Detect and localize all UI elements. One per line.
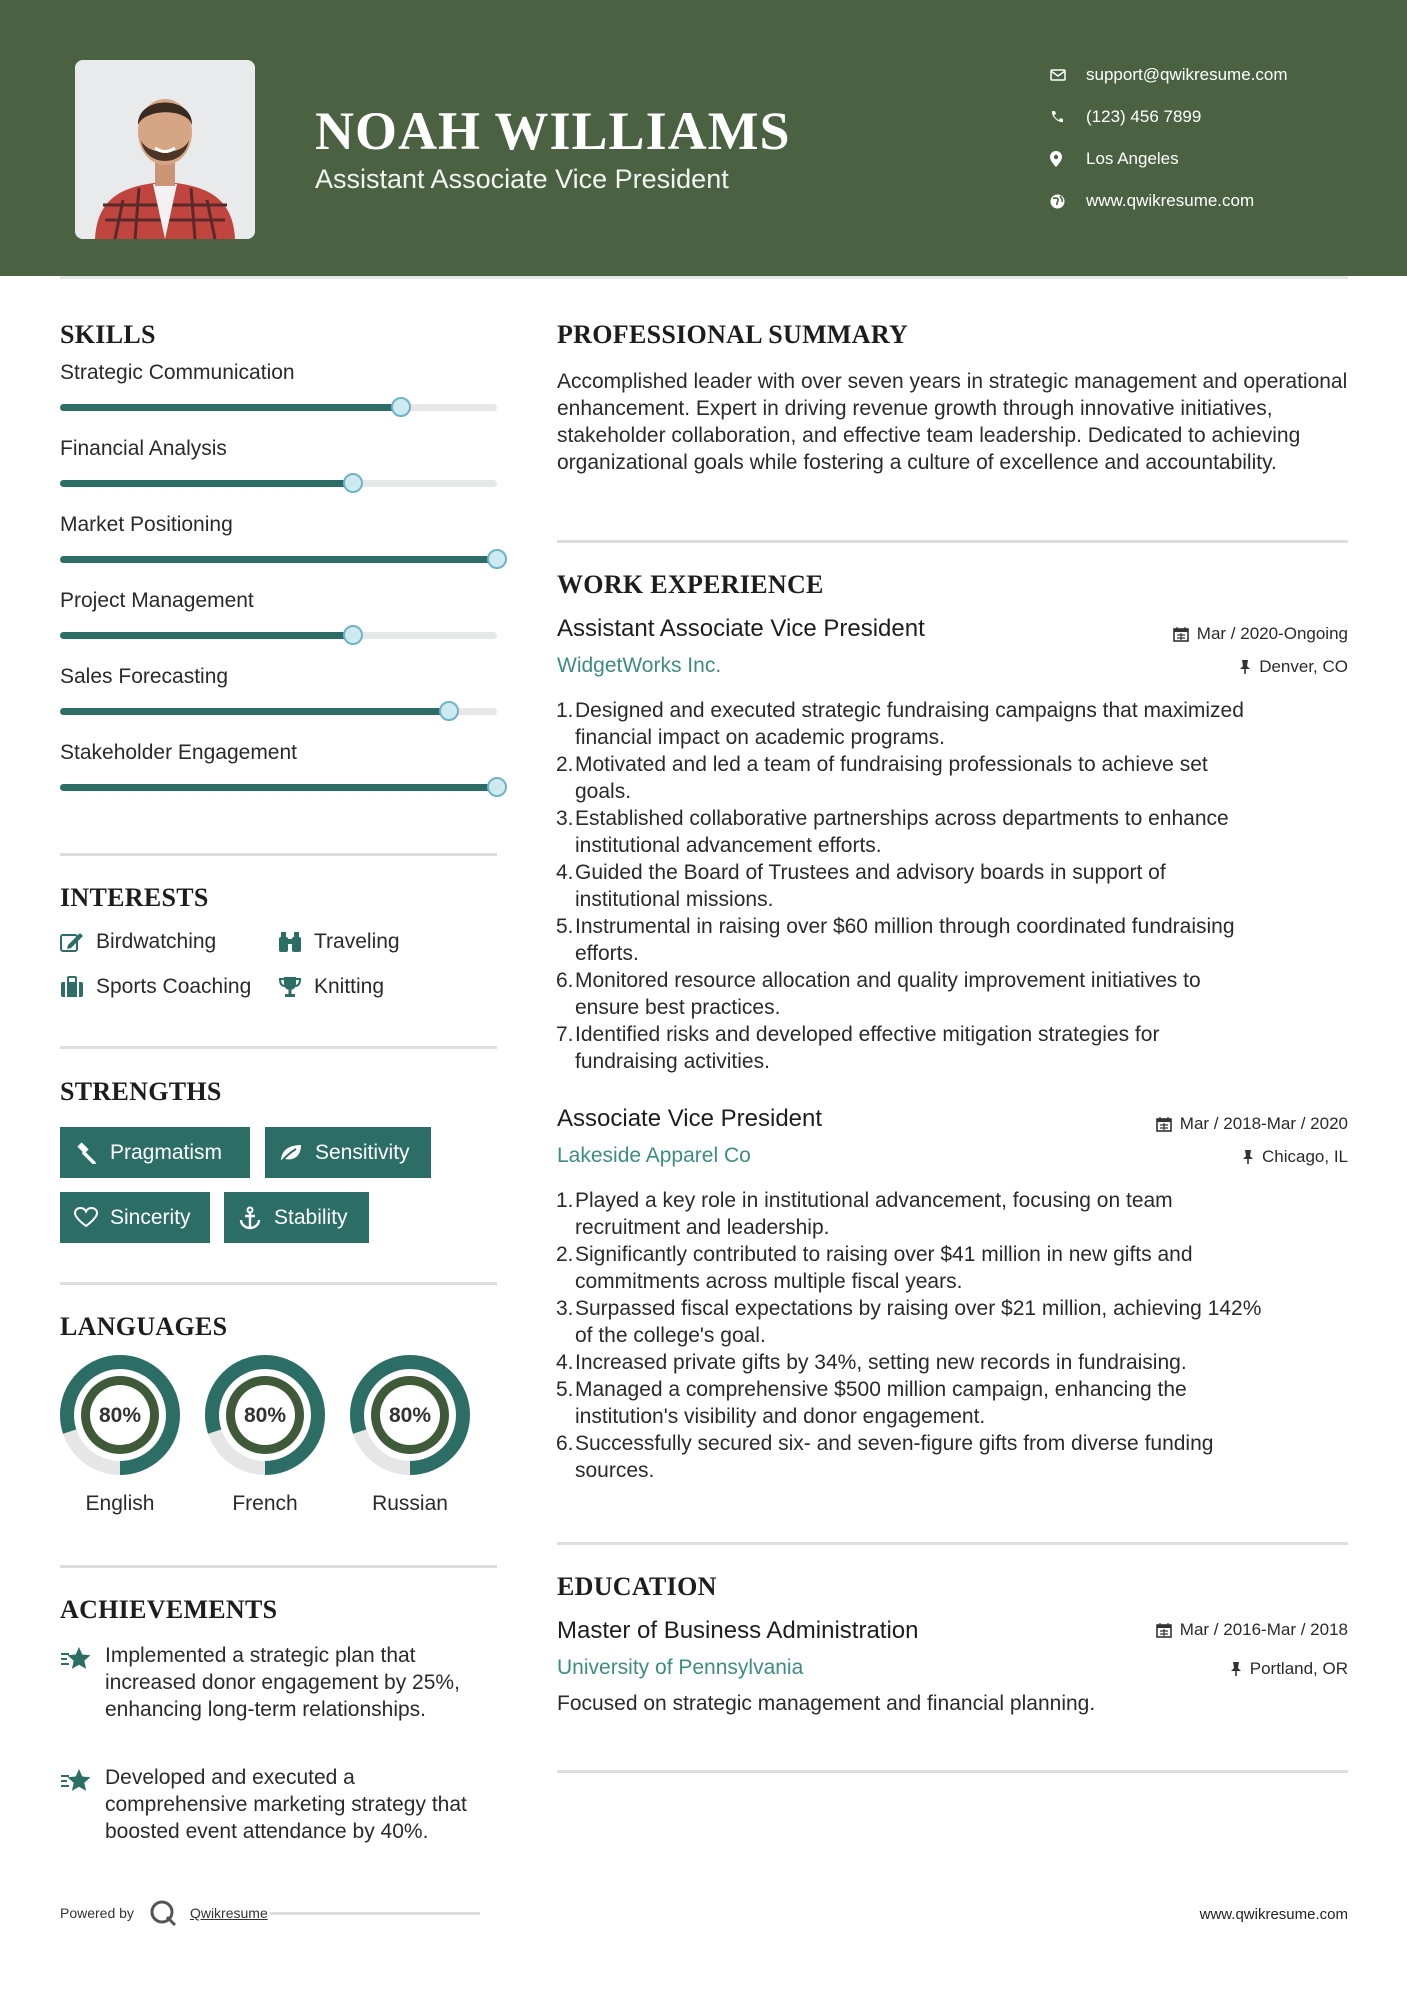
interest-item [60, 975, 251, 999]
job-location-text: Chicago, IL [1262, 1147, 1348, 1166]
job-bullet [557, 913, 1348, 967]
contact-phone-text: (123) 456 7899 [1086, 107, 1202, 126]
footer-line [270, 1912, 480, 1915]
powered-by-text: Powered by [60, 1905, 134, 1921]
contact-website-text: www.qwikresume.com [1086, 191, 1255, 210]
language-percent: 80% [98, 1404, 142, 1427]
job-bullet [557, 1430, 1348, 1484]
contact-email[interactable] [1050, 54, 1288, 96]
achievement-text: Developed and executed a comprehensive marketing strategy that boosted event attendance by 40%. [105, 1766, 467, 1843]
language-donut [60, 1355, 180, 1475]
job-bullets [557, 1187, 1348, 1484]
strength-label: Pragmatism [110, 1140, 223, 1164]
job-bullet [557, 1376, 1348, 1430]
bullet-line: Surpassed fiscal expectations by raising over $21 million, achieving 142% [575, 1297, 1262, 1320]
interest-label: Traveling [314, 930, 400, 953]
job-title: Assistant Associate Vice President [557, 615, 925, 642]
bullet-number: 7. [556, 1023, 574, 1046]
section-divider [557, 540, 1348, 543]
bullet-line: Established collaborative partnerships across departments to enhance [575, 807, 1229, 830]
job-bullet [557, 1021, 1348, 1075]
interest-label: Knitting [314, 975, 385, 998]
job-bullet [557, 1187, 1348, 1241]
education-description: Focused on strategic management and financial planning. [557, 1692, 1096, 1715]
interest-label: Birdwatching [96, 930, 217, 953]
education-location-text: Portland, OR [1249, 1659, 1348, 1678]
job-bullet [557, 697, 1348, 751]
bullet-number: 3. [556, 1297, 574, 1320]
achievement-item [60, 1764, 497, 1845]
interest-item [278, 930, 400, 954]
header-divider [60, 276, 1348, 279]
skill-item [60, 691, 497, 767]
bullet-number: 1. [556, 699, 574, 722]
briefcase-icon [60, 976, 96, 998]
strength-label: Stability [274, 1205, 348, 1229]
job-bullet [557, 967, 1348, 1021]
strength-label: Sincerity [110, 1205, 191, 1229]
bullet-line: Instrumental in raising over $60 million through coordinated fundraising [575, 915, 1235, 938]
language-donut [350, 1355, 470, 1475]
section-divider [557, 1770, 1348, 1773]
bullet-number: 1. [556, 1189, 574, 1212]
job-bullet [557, 805, 1348, 859]
envelope-icon [1050, 69, 1086, 81]
experience-title: WORK EXPERIENCE [557, 570, 824, 599]
bullet-line: Motivated and led a team of fundraising professionals to achieve set [575, 753, 1208, 776]
section-divider [557, 1542, 1348, 1545]
trophy-icon [278, 976, 314, 998]
skill-item [60, 615, 497, 691]
bullet-line: Increased private gifts by 34%, setting new records in fundraising. [575, 1351, 1187, 1374]
star-badge-icon [60, 1764, 105, 1845]
heart-icon [74, 1207, 98, 1228]
achievement-text: Implemented a strategic plan that increased donor engagement by 25%, enhancing long-term relationships. [105, 1644, 460, 1721]
bullet-line: Successfully secured six- and seven-figure gifts from diverse funding [575, 1432, 1214, 1455]
bullet-line: Designed and executed strategic fundraising campaigns that maximized [575, 699, 1244, 722]
calendar-icon [1156, 1116, 1172, 1132]
edit-icon [60, 931, 96, 953]
job-bullet [557, 751, 1348, 805]
bullet-line: Played a key role in institutional advancement, focusing on team [575, 1189, 1173, 1212]
bullet-number: 2. [556, 1243, 574, 1266]
bullet-number: 6. [556, 1432, 574, 1455]
leaf-icon [279, 1143, 303, 1163]
school-name: University of Pennsylvania [557, 1656, 804, 1679]
contact-email-text: support@qwikresume.com [1086, 65, 1288, 84]
qwikresume-logo-icon [148, 1898, 178, 1928]
bullet-line: institution's visibility and donor engagement. [575, 1405, 986, 1428]
skill-label: Strategic Communication [60, 361, 295, 384]
bullet-number: 4. [556, 861, 574, 884]
globe-icon [1050, 194, 1086, 209]
job-bullet [557, 1241, 1348, 1295]
language-item [60, 1355, 180, 1516]
job-location [1239, 657, 1348, 677]
strength-label: Sensitivity [315, 1140, 410, 1164]
language-item [205, 1355, 325, 1516]
summary-title: PROFESSIONAL SUMMARY [557, 320, 909, 349]
skill-label: Sales Forecasting [60, 665, 229, 688]
binoculars-icon [278, 931, 314, 953]
section-divider [60, 1565, 497, 1568]
strength-badge [60, 1127, 250, 1178]
education-dates [1156, 1620, 1348, 1640]
language-item [350, 1355, 470, 1516]
language-label: Russian [372, 1492, 448, 1515]
bullet-line: of the college's goal. [575, 1324, 766, 1347]
summary-text: Accomplished leader with over seven years in strategic management and operational enhancement. Expert in driving revenue growth through innovative initiatives, stakeholder collaboration, and effective team leadership. Dedicated to achieving organizational goals while fostering a culture of excellence and accountability. [557, 370, 1348, 474]
job-dates-text: Mar / 2020-Ongoing [1196, 624, 1348, 643]
resume-header [0, 0, 1407, 276]
profile-photo [75, 60, 255, 239]
company-name: Lakeside Apparel Co [557, 1144, 751, 1167]
pushpin-icon [1239, 659, 1251, 675]
bullet-line: Significantly contributed to raising over $41 million in new gifts and [575, 1243, 1193, 1266]
bullet-line: Guided the Board of Trustees and advisory boards in support of [575, 861, 1166, 884]
bullet-line: Managed a comprehensive $500 million campaign, enhancing the [575, 1378, 1187, 1401]
strength-badge [265, 1127, 431, 1178]
bullet-line: fundraising activities. [575, 1050, 770, 1073]
language-donut [205, 1355, 325, 1475]
strength-badge [60, 1192, 210, 1243]
skill-bar-knob [487, 777, 507, 797]
calendar-icon [1173, 626, 1189, 642]
contact-location-text: Los Angeles [1086, 149, 1179, 168]
phone-icon [1050, 110, 1086, 124]
job-dates [1173, 624, 1348, 644]
section-divider [60, 1282, 497, 1285]
bullet-line: sources. [575, 1459, 655, 1482]
footer-powered-by [60, 1898, 480, 1928]
bullet-line: commitments across multiple fiscal years. [575, 1270, 963, 1293]
bullet-line: institutional missions. [575, 888, 774, 911]
skill-label: Project Management [60, 589, 254, 612]
bullet-line: goals. [575, 780, 632, 803]
skill-bar-fill [60, 784, 497, 791]
bullet-line: financial impact on academic programs. [575, 726, 946, 749]
job-bullets [557, 697, 1348, 1075]
job-title: Associate Vice President [557, 1105, 823, 1132]
interest-item [60, 930, 216, 954]
footer-website[interactable]: www.qwikresume.com [1199, 1906, 1348, 1923]
qwikresume-link[interactable]: Qwikresume [189, 1905, 268, 1921]
map-marker-icon [1050, 151, 1086, 167]
bullet-number: 4. [556, 1351, 574, 1374]
bullet-line: institutional advancement efforts. [575, 834, 882, 857]
degree-title: Master of Business Administration [557, 1617, 919, 1644]
bullet-line: Identified risks and developed effective mitigation strategies for [575, 1023, 1160, 1046]
bullet-line: efforts. [575, 942, 639, 965]
skills-title: SKILLS [60, 320, 156, 349]
education-location [1230, 1659, 1348, 1679]
skill-item [60, 387, 497, 463]
language-label: French [232, 1492, 298, 1515]
job-bullet [557, 1349, 1348, 1376]
star-badge-icon [60, 1642, 105, 1723]
language-label: English [85, 1492, 155, 1515]
company-name: WidgetWorks Inc. [557, 654, 722, 677]
language-percent: 80% [388, 1404, 432, 1427]
job-location-text: Denver, CO [1259, 657, 1348, 676]
achievements-title: ACHIEVEMENTS [60, 1595, 278, 1624]
skill-label: Market Positioning [60, 513, 233, 536]
strength-badge [224, 1192, 369, 1243]
skill-label: Financial Analysis [60, 437, 227, 460]
bullet-number: 5. [556, 915, 574, 938]
achievement-item [60, 1642, 497, 1723]
education-dates-text: Mar / 2016-Mar / 2018 [1179, 1620, 1348, 1639]
skill-item [60, 463, 497, 539]
interests-title: INTERESTS [60, 883, 209, 912]
bullet-number: 2. [556, 753, 574, 776]
job-bullet [557, 1295, 1348, 1349]
bullet-number: 5. [556, 1378, 574, 1401]
skill-item [60, 311, 497, 387]
contact-list [1050, 54, 1288, 222]
job-dates [1156, 1114, 1348, 1134]
gavel-icon [74, 1142, 98, 1164]
skill-item [60, 539, 497, 615]
candidate-role: Assistant Associate Vice President [315, 164, 729, 194]
bullet-line: Monitored resource allocation and quality improvement initiatives to [575, 969, 1201, 992]
skill-bar [60, 784, 497, 791]
interest-item [278, 975, 384, 999]
bullet-number: 3. [556, 807, 574, 830]
contact-location [1050, 138, 1288, 180]
interest-label: Sports Coaching [96, 975, 252, 998]
bullet-number: 6. [556, 969, 574, 992]
calendar-icon [1156, 1622, 1172, 1638]
bullet-line: ensure best practices. [575, 996, 781, 1019]
candidate-name: NOAH WILLIAMS [315, 101, 791, 161]
skill-label: Stakeholder Engagement [60, 741, 297, 764]
language-percent: 80% [243, 1404, 287, 1427]
languages-title: LANGUAGES [60, 1312, 228, 1341]
strengths-title: STRENGTHS [60, 1077, 222, 1106]
job-location [1242, 1147, 1348, 1167]
section-divider [60, 853, 497, 856]
education-title: EDUCATION [557, 1572, 717, 1601]
contact-website[interactable] [1050, 180, 1288, 222]
job-dates-text: Mar / 2018-Mar / 2020 [1179, 1114, 1348, 1133]
anchor-icon [238, 1206, 262, 1230]
job-bullet [557, 859, 1348, 913]
section-divider [60, 1046, 497, 1049]
pushpin-icon [1242, 1149, 1254, 1165]
pushpin-icon [1230, 1661, 1242, 1677]
contact-phone[interactable] [1050, 96, 1288, 138]
bullet-line: recruitment and leadership. [575, 1216, 830, 1239]
